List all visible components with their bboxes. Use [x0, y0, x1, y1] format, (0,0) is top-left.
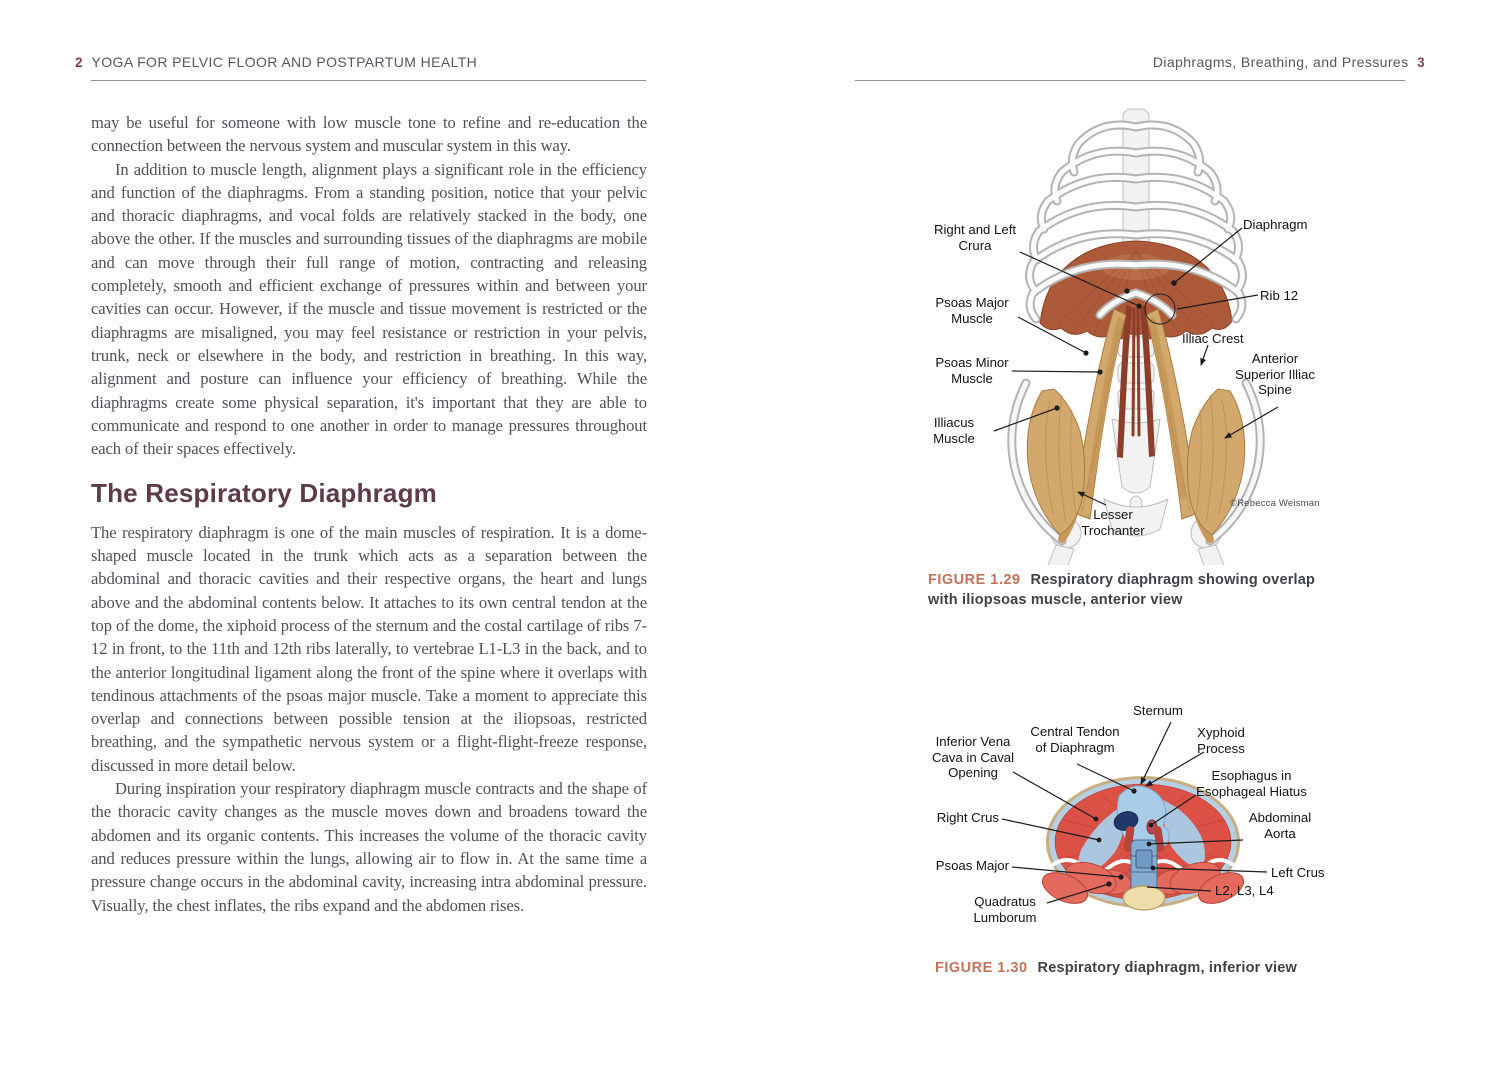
label-left-crus: Left Crus: [1271, 865, 1325, 880]
figure-1-29-caption-text: Respiratory diaphragm showing overlap with iliopsoas muscle, anterior view: [928, 572, 1316, 608]
right-header-rule: [855, 80, 1405, 81]
figure-1-29-caption: [928, 570, 1328, 610]
label-illiacus-muscle: Illiacus Muscle: [933, 415, 975, 446]
label-esophagus: Esophagus in Esophageal Hiatus: [1196, 768, 1307, 799]
label-central-tendon: Central Tendon of Diaphragm: [1030, 724, 1120, 755]
paragraph: The respiratory diaphragm is one of the main muscles of respiration. It is a dome-shaped muscle located in the trunk which acts as a separation between the abdominal and thoracic cavities and their respective organs, the heart and lungs above and the abdominal contents below. It attaches to its own central tendon at the top of the dome, the xiphoid process of the sternum and the costal cartilage of ribs 7-12 in front, to the 11th and 12th ribs laterally, to vertebrae L1-L3 in the back, and to the anterior longitudinal ligament along the front of the spine where it overlaps with tendinous attachments of the psoas major muscle. Take a moment to appreciate this overlap and connections between possible tension at the iliopsoas, restricted breathing, and the sympathetic nervous system or a flight-flight-freeze response, discussed in more detail below.: [91, 522, 647, 775]
left-running-head: [75, 54, 477, 70]
figure-credit: ©Rebecca Weisman: [1230, 498, 1320, 509]
figure-1-30-caption-text: Respiratory diaphragm, inferior view: [1037, 960, 1297, 976]
label-sternum: Sternum: [1133, 703, 1183, 718]
label-lesser-trochanter: Lesser Trochanter: [1081, 507, 1145, 538]
figure-1-29: [890, 95, 1360, 565]
figure-1-29-caption-prefix: FIGURE 1.29: [928, 572, 1021, 588]
right-header-title: Diaphragms, Breathing, and Pressures: [1152, 54, 1409, 70]
label-right-crus: Right Crus: [936, 810, 999, 825]
figure-1-30: [905, 700, 1375, 950]
left-header-title: YOGA FOR PELVIC FLOOR AND POSTPARTUM HEALTH: [91, 54, 478, 70]
label-rib-12: Rib 12: [1260, 288, 1299, 303]
label-abdominal-aorta: Abdominal Aorta: [1248, 810, 1312, 841]
label-psoas-minor-muscle: Psoas Minor Muscle: [935, 355, 1009, 386]
figure-1-30-caption: [935, 958, 1395, 978]
label-psoas-major: Psoas Major: [935, 858, 1009, 873]
label-illiac-crest: Illiac Crest: [1182, 331, 1244, 346]
label-inferior-vena-cava: Inferior Vena Cava in Caval Opening: [931, 734, 1015, 781]
label-quadratus-lumborum: Quadratus Lumborum: [973, 894, 1037, 925]
figure-1-29-illustration: [890, 95, 1360, 565]
right-running-head: [855, 54, 1425, 70]
left-page-number: 2: [75, 55, 83, 70]
paragraph: During inspiration your respiratory diaphragm muscle contracts and the shape of the thoracic cavity changes as the muscle moves down and broadens toward the abdomen and its organic contents. This increases the volume of the thoracic cavity and reduces pressure within the lungs, allowing air to flow in. At the same time a pressure change occurs in the abdominal cavity, increasing intra abdominal pressure. Visually, the chest inflates, the ribs expand and the abdomen rises.: [91, 779, 647, 915]
label-right-and-left-crura: Right and Left Crura: [933, 222, 1017, 253]
left-header-rule: [91, 80, 646, 81]
label-psoas-major-muscle: Psoas Major Muscle: [935, 295, 1009, 326]
left-body-text: [91, 111, 647, 917]
paragraph: may be useful for someone with low muscle tone to refine and re-education the connection between the nervous system and muscular system in this way.: [91, 113, 647, 156]
figure-1-30-caption-prefix: FIGURE 1.30: [935, 960, 1028, 976]
label-l2-l3-l4: L2, L3, L4: [1215, 883, 1274, 898]
label-anterior-superior-illiac-spine: Anterior Superior Illiac Spine: [1235, 351, 1315, 398]
paragraph: In addition to muscle length, alignment plays a significant role in the efficiency and function of the diaphragms. From a standing position, notice that your pelvic and thoracic diaphragms, and vocal folds are relatively stacked in the body, one above the other. If the muscles and surrounding tissues of the diaphragms are mobile and can move through their full range of motion, contracting and releasing completely, smooth and efficient exchange of pressures within and between your cavities can occur. However, if the muscle and tissue movement is restricted or the diaphragms are misaligned, you may feel resistance or restriction in your pelvis, trunk, neck or elsewhere in the body, and restriction in breathing. In this way, alignment and posture can influence your efficiency of breathing. While the diaphragms create some physical separation, it's important that they are able to communicate and respond to one another in order to manage pressures throughout each of their spaces effectively.: [91, 159, 647, 459]
label-diaphragm: Diaphragm: [1243, 217, 1308, 232]
section-heading: The Respiratory Diaphragm: [91, 478, 437, 509]
right-page-number: 3: [1417, 55, 1425, 70]
label-xyphoid-process: Xyphoid Process: [1197, 725, 1245, 756]
